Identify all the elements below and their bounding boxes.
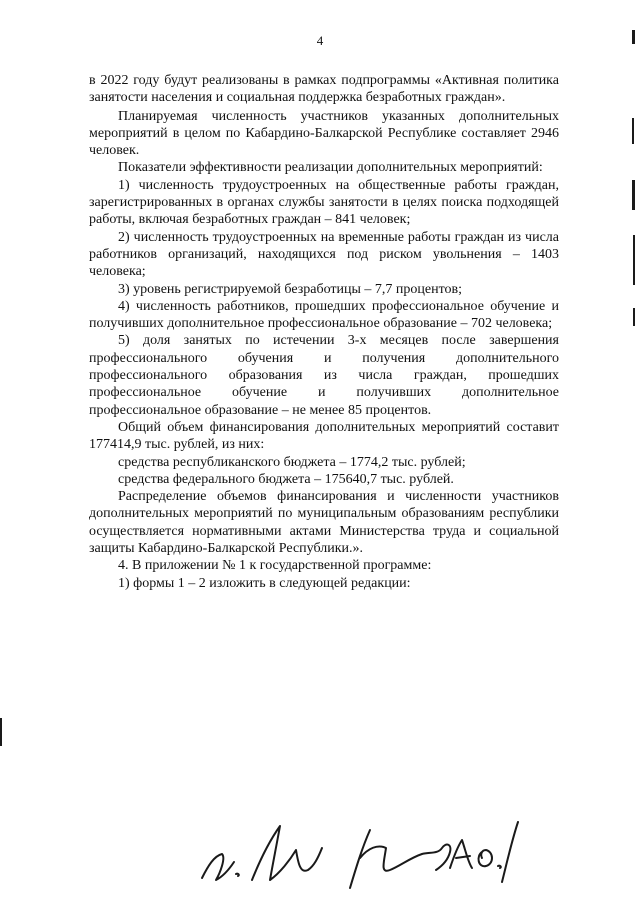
scan-mark-left — [0, 718, 2, 746]
scan-mark-right-3 — [633, 235, 635, 285]
paragraph-7: 4) численность работников, прошедших профессиональное обучение и получивших дополнительное профессиональное образование – 702 человека; — [89, 298, 559, 332]
paragraph-13: 4. В приложении № 1 к государственной программе: — [118, 558, 432, 574]
handwritten-signature — [200, 818, 520, 898]
scan-mark-top-right — [632, 30, 635, 44]
paragraph-10: средства республиканского бюджета – 1774,2 тыс. рублей; — [118, 454, 466, 470]
paragraph-3: Показатели эффективности реализации дополнительных мероприятий: — [118, 160, 543, 176]
paragraph-5: 2) численность трудоустроенных на временные работы граждан из числа работников организаций, находящихся под риском увольнения – 1403 человека; — [89, 229, 559, 280]
document-body — [89, 72, 559, 592]
scan-mark-right-2 — [632, 180, 635, 210]
scan-mark-right-4 — [633, 308, 635, 326]
paragraph-6: 3) уровень регистрируемой безработицы – 7,7 процентов; — [118, 281, 463, 297]
paragraph-4: 1) численность трудоустроенных на общественные работы граждан, зарегистрированных в органах службы занятости в целях поиска подходящей работы, включая безработных граждан – 841 человек; — [89, 177, 559, 228]
paragraph-14: 1) формы 1 – 2 изложить в следующей редакции: — [118, 575, 411, 591]
paragraph-2: Планируемая численность участников указанных дополнительных мероприятий в целом по Кабардино-Балкарской Республике составляет 2946 человек. — [89, 108, 559, 159]
paragraph-1: в 2022 году будут реализованы в рамках подпрограммы «Активная политика занятости населения и социальная поддержка безработных граждан». — [89, 73, 559, 106]
scan-mark-right-1 — [632, 118, 634, 144]
paragraph-12: Распределение объемов финансирования и численности участников дополнительных мероприятий по муниципальным образованиям республики осуществляется нормативными актами Министерства труда и социальной защиты Кабардино-Балкарской Республики.». — [89, 489, 559, 557]
paragraph-9: Общий объем финансирования дополнительных мероприятий составит 177414,9 тыс. рублей, из них: — [89, 419, 559, 453]
paragraph-8: 5) доля занятых по истечении 3-х месяцев после завершения профессионального обучения и получения дополнительного профессионального образования из числа граждан, прошедших профессиональное обучение и получивших дополнительное профессиональное образование – не менее 85 процентов. — [89, 333, 559, 418]
paragraph-11: средства федерального бюджета – 175640,7 тыс. рублей. — [118, 471, 454, 487]
page-number: 4 — [316, 33, 324, 48]
